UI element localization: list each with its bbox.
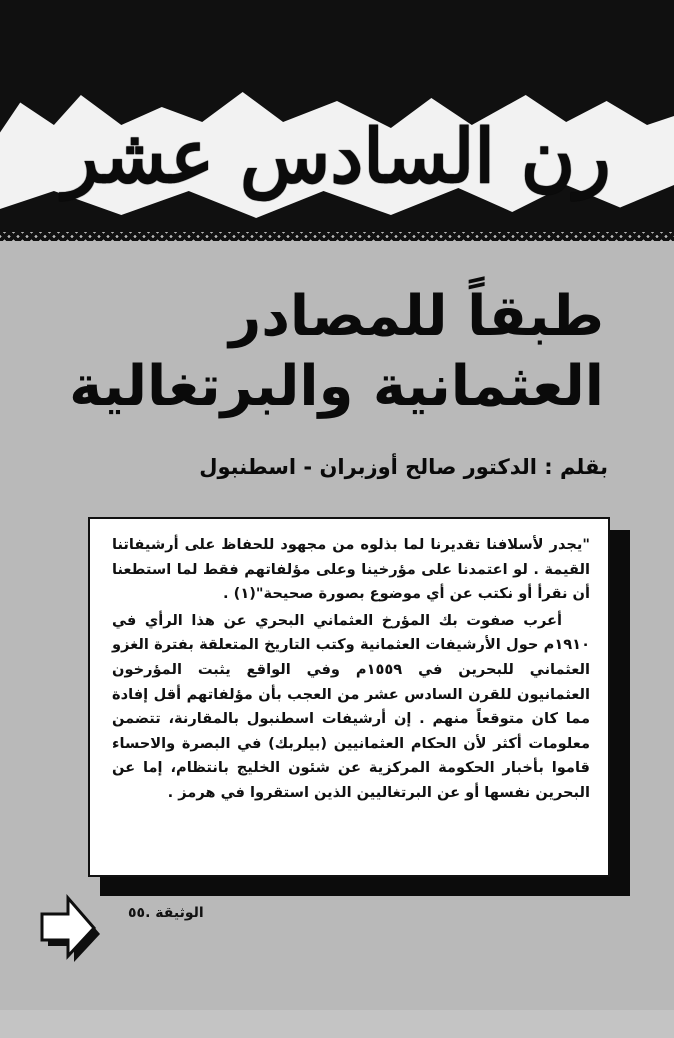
arrow-right-icon[interactable] (40, 894, 102, 964)
article-author: بقلم : الدكتور صالح أوزبران - اسطنبول (199, 455, 608, 479)
header-title: رن السادس عشر (63, 114, 611, 200)
article-title-line-1: طبقاً للمصادر (228, 284, 604, 349)
page-label: الوثيقة .٥٥ (128, 905, 204, 921)
article-body: أعرب صفوت بك المؤرخ العثماني البحري عن هذا الرأي في ١٩١٠م حول الأرشيفات العثمانية وكتب التاريخ المتعلقة بفترة الغزو العثماني للبحرين في ١٥٥٩م وفي الواقع يثبت المؤرخون العثمانيون للقرن السادس عشر من العجب بأن مؤلفاتهم أقل إفادة مما كان متوقعاً منهم . إن أرشيفات اسطنبول بالمقارنة، تتضمن معلومات أكثر لأن الحكام العثمانيين (بيلربك) في البصرة والاحساء قاموا بأخبار الحكومة المركزية عن شئون الخليج بانتظام، إما عن البحرين نفسها أو عن البرتغاليين الذين استقروا في هرمز . (112, 611, 590, 801)
article-title-line-2: العثمانية والبرتغالية (69, 354, 604, 419)
article-title (44, 282, 604, 422)
article-quote: "يجدر لأسلافنا تقديرنا لما بذلوه من مجهود للحفاظ على أرشيفاتنا القيمة . لو اعتمدنا على مؤرخينا وعلى مؤلفاتهم فقط لما استطعنا أن نقرأ أو نكتب عن أي موضوع بصورة صحيحة"(١) . (112, 536, 590, 603)
decorative-diamond-border (0, 228, 674, 246)
page-bottom-strip (0, 1010, 674, 1038)
article-text-box (88, 517, 610, 877)
